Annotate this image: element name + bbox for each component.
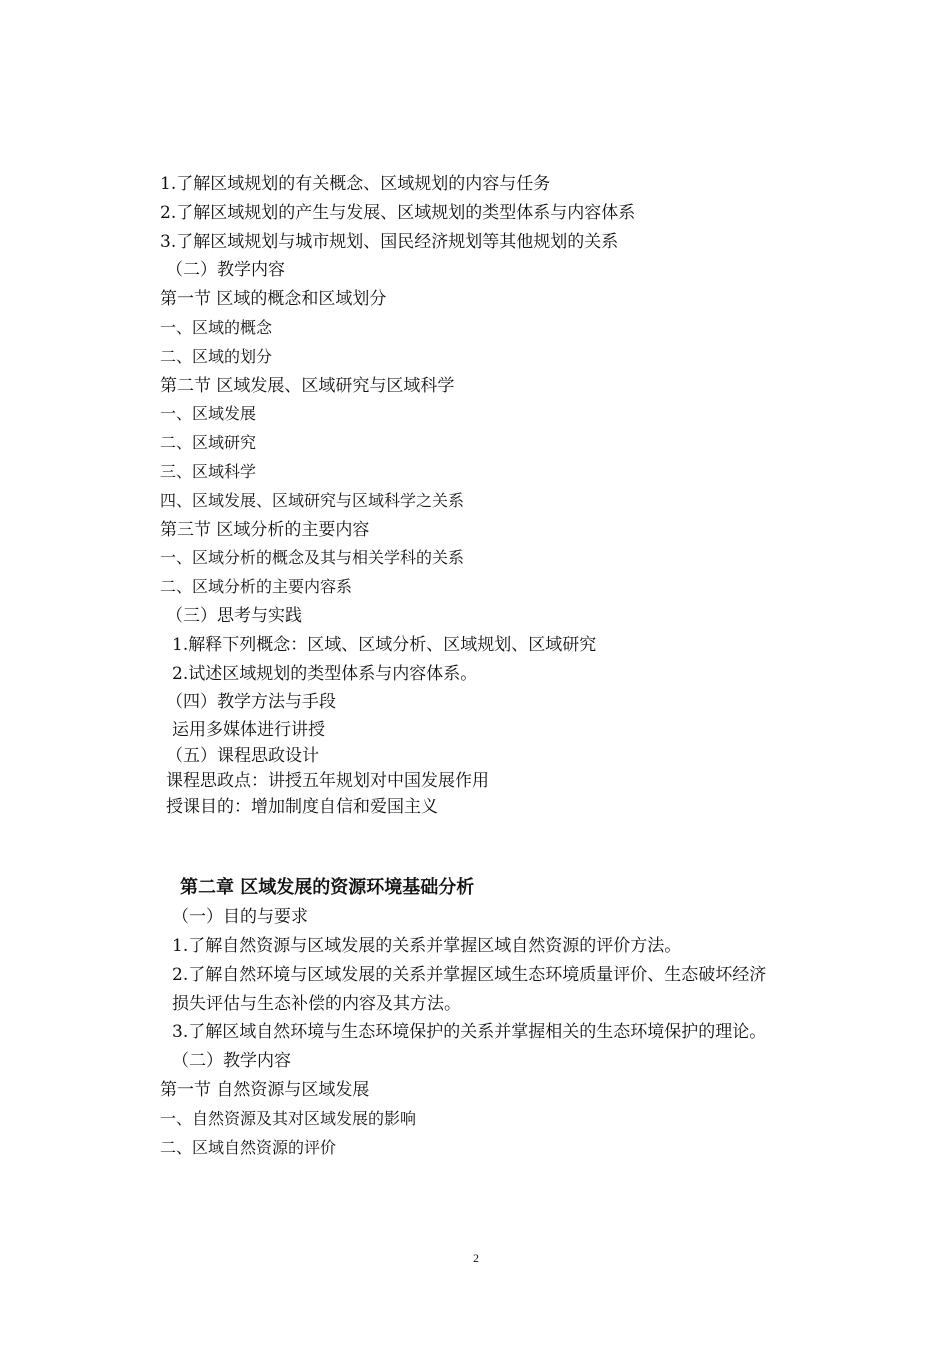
goal-item-continued: 损失评估与生态补偿的内容及其方法。 [172, 994, 461, 1014]
practice-item: 2.试述区域规划的类型体系与内容体系。 [172, 664, 478, 684]
chapter-title: 第二章 区域发展的资源环境基础分析 [180, 877, 475, 898]
practice-heading: （三）思考与实践 [166, 606, 302, 626]
practice-item: 1.解释下列概念：区域、区域分析、区域规划、区域研究 [172, 635, 597, 655]
section-item: 二、区域的划分 [160, 347, 273, 366]
section-item: 二、区域自然资源的评价 [160, 1138, 337, 1157]
content-heading: （二）教学内容 [166, 260, 285, 280]
ideology-heading: （五）课程思政设计 [166, 746, 319, 766]
section-item: 三、区域科学 [160, 462, 257, 481]
section-title: 第二节 区域发展、区域研究与区域科学 [160, 376, 455, 396]
section-item: 一、区域的概念 [160, 318, 273, 337]
method-text: 运用多媒体进行讲授 [172, 720, 325, 740]
section-item: 四、区域发展、区域研究与区域科学之关系 [160, 491, 465, 510]
section-title: 第一节 区域的概念和区域划分 [160, 289, 387, 309]
goals-heading: （一）目的与要求 [172, 907, 308, 927]
goal-item: 2.了解区域规划的产生与发展、区域规划的类型体系与内容体系 [160, 203, 636, 223]
section-item: 一、自然资源及其对区域发展的影响 [160, 1109, 417, 1128]
content-heading: （二）教学内容 [172, 1051, 291, 1071]
goal-item: 3.了解区域自然环境与生态环境保护的关系并掌握相关的生态环境保护的理论。 [172, 1022, 767, 1042]
goal-item: 2.了解自然环境与区域发展的关系并掌握区域生态环境质量评价、生态破坏经济 [172, 965, 767, 985]
ideology-goal: 授课目的：增加制度自信和爱国主义 [166, 797, 438, 817]
goal-item: 1.了解区域规划的有关概念、区域规划的内容与任务 [160, 174, 551, 194]
section-item: 二、区域分析的主要内容系 [160, 577, 353, 596]
page-number: 2 [473, 1251, 479, 1265]
section-title: 第一节 自然资源与区域发展 [160, 1080, 370, 1100]
section-title: 第三节 区域分析的主要内容 [160, 520, 370, 540]
ideology-point: 课程思政点：讲授五年规划对中国发展作用 [166, 771, 489, 791]
section-item: 一、区域分析的概念及其与相关学科的关系 [160, 548, 465, 567]
goal-item: 1.了解自然资源与区域发展的关系并掌握区域自然资源的评价方法。 [172, 936, 682, 956]
method-heading: （四）教学方法与手段 [166, 692, 336, 712]
section-item: 二、区域研究 [160, 433, 257, 452]
goal-item: 3.了解区域规划与城市规划、国民经济规划等其他规划的关系 [160, 232, 619, 252]
section-item: 一、区域发展 [160, 404, 257, 423]
